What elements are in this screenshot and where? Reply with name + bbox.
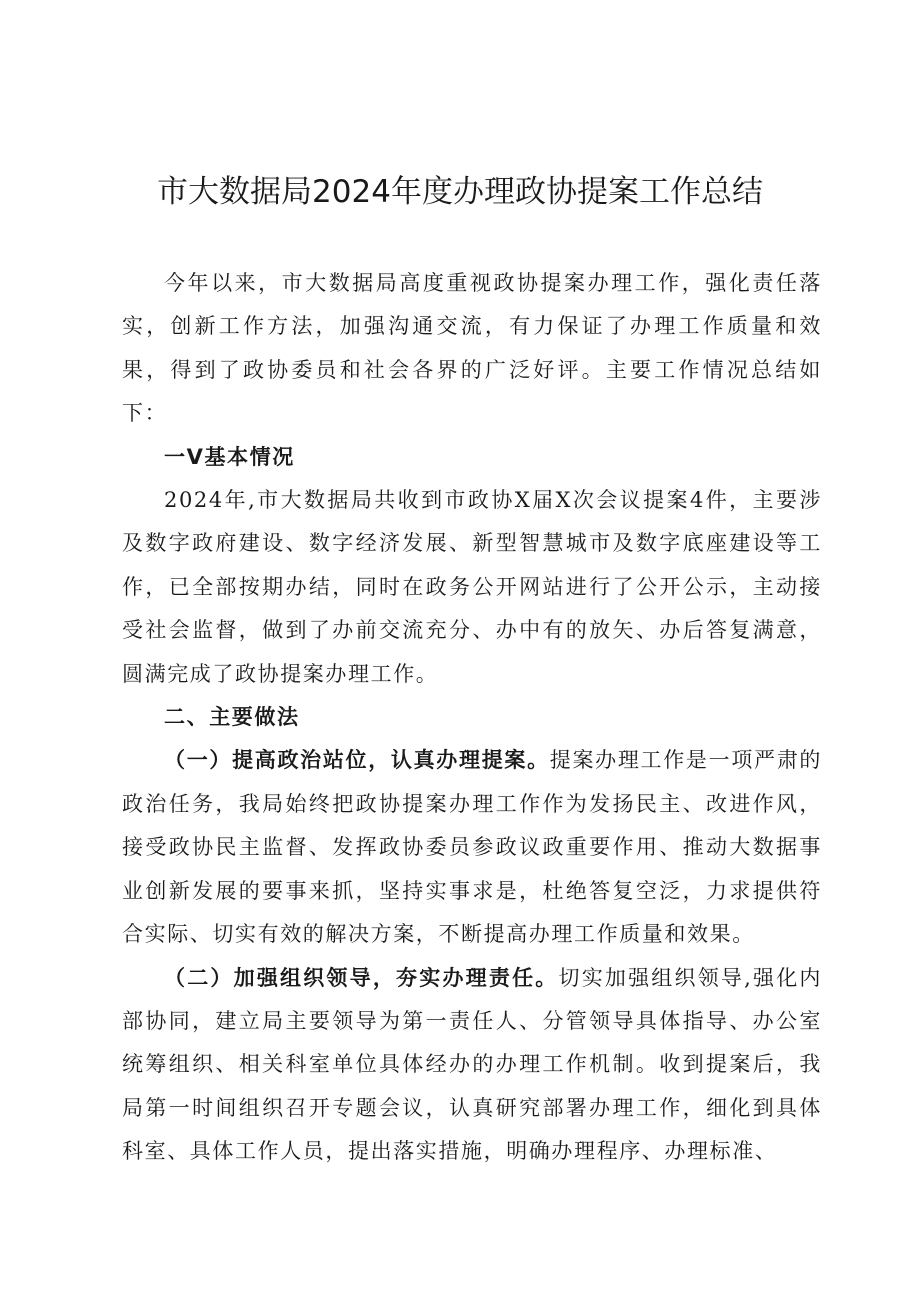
section-heading-basic-situation: 一V基本情况 <box>164 444 295 469</box>
practice-item-2-body: 切实加强组织领导,强化内部协同，建立局主要领导为第一责任人、分管领导具体指导、办公室统筹组织、相关科室单位具体经办的办理工作机制。收到提案后，我局第一时间组织召开专题会议，认真研究部署办理工作，细化到具体科室、具体工作人员，提出落实措施，明确办理程序、办理标准、 <box>122 965 823 1164</box>
document-body <box>122 262 822 1174</box>
practice-item-2-lead: （二）加强组织领导，夯实办理责任。 <box>164 965 559 990</box>
intro-paragraph: 今年以来，市大数据局高度重视政协提案办理工作，强化责任落实，创新工作方法，加强沟通交流，有力保证了办理工作质量和效果，得到了政协委员和社会各界的广泛好评。主要工作情况总结如下： <box>122 271 822 426</box>
document-title: 市大数据局2024年度办理政协提案工作总结 <box>157 174 763 210</box>
practice-item-1-body: 提案办理工作是一项严肃的政治任务，我局始终把政协提案办理工作作为发扬民主、改进作风，接受政协民主监督、发挥政协委员参政议政重要作用、推动大数据事业创新发展的要事来抓，坚持实事求是，杜绝答复空泛，力求提供符合实际、切实有效的解决方案，不断提高办理工作质量和效果。 <box>122 748 822 947</box>
section-heading-main-practices: 二、主要做法 <box>164 705 300 730</box>
practice-item-1-lead: （一）提高政治站位，认真办理提案。 <box>164 748 550 773</box>
practice-item-1 <box>122 739 822 956</box>
basic-situation-paragraph: 2024年,市大数据局共收到市政协X届X次会议提案4件，主要涉及数字政府建设、数字经济发展、新型智慧城市及数字底座建设等工作，已全部按期办结，同时在政务公开网站进行了公开公示，主动接受社会监督，做到了办前交流充分、办中有的放矢、办后答复满意，圆满完成了政协提案办理工作。 <box>122 488 822 686</box>
practice-item-2 <box>122 957 822 1174</box>
